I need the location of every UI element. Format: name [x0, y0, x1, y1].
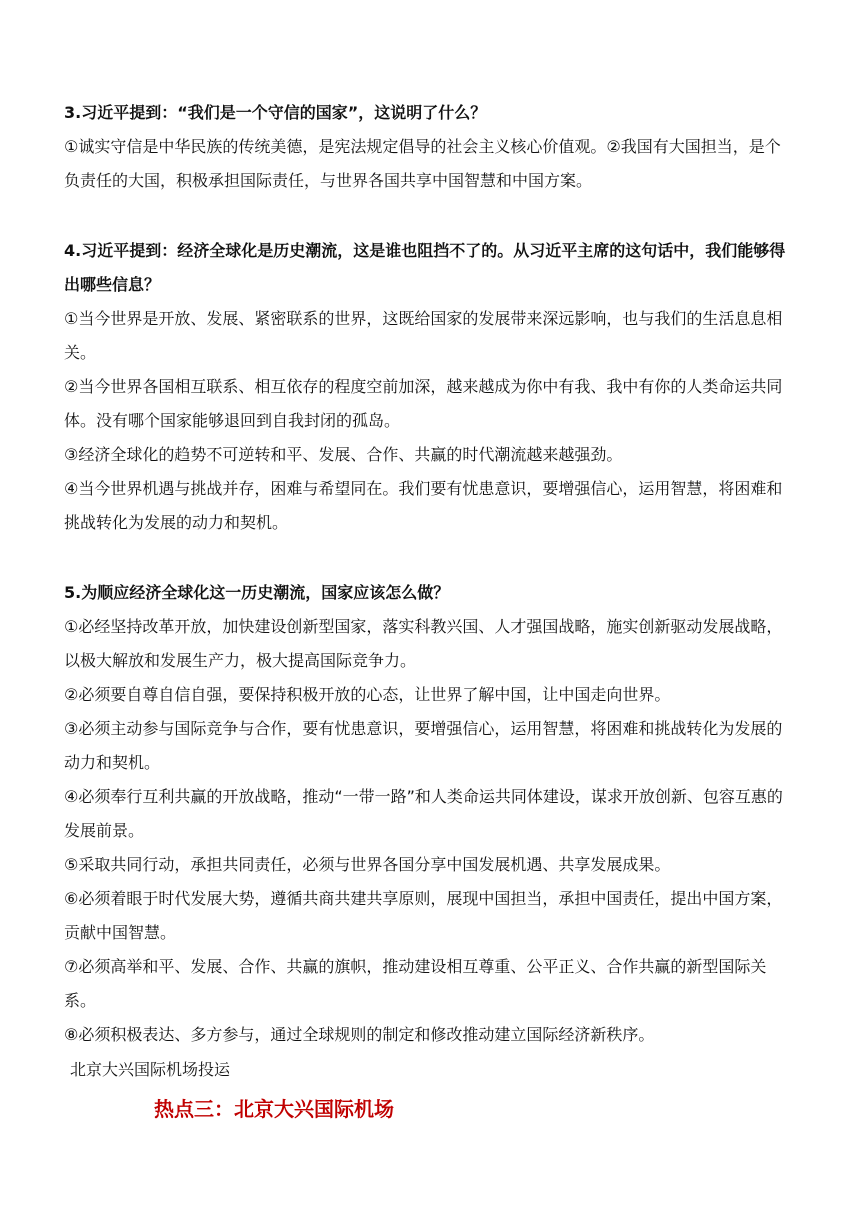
answer-item: ①当今世界是开放、发展、紧密联系的世界，这既给国家的发展带来深远影响，也与我们的生活息息相关。: [64, 309, 783, 362]
question-heading: 3.习近平提到：“我们是一个守信的国家”，这说明了什么？: [64, 103, 487, 122]
document-body: [64, 96, 796, 1084]
question-heading: 4.习近平提到：经济全球化是历史潮流，这是谁也阻挡不了的。从习近平主席的这句话中，我们能够得出哪些信息？: [64, 241, 786, 294]
answer-item: ③必须主动参与国际竞争与合作，要有忧患意识，要增强信心，运用智慧，将困难和挑战转化为发展的动力和契机。: [64, 719, 783, 772]
answer-item: ④必须奉行互利共赢的开放战略，推动“一带一路”和人类命运共同体建设，谋求开放创新、包容互惠的发展前景。: [64, 787, 783, 840]
answer-item: ②必须要自尊自信自强，要保持积极开放的心态，让世界了解中国，让中国走向世界。: [64, 685, 671, 704]
answer-item: ①必经坚持改革开放，加快建设创新型国家，落实科教兴国、人才强国战略，施实创新驱动发展战略，以极大解放和发展生产力，极大提高国际竞争力。: [64, 617, 783, 670]
answer-item: ③经济全球化的趋势不可逆转和平、发展、合作、共赢的时代潮流越来越强劲。: [64, 445, 623, 464]
question-section-3: [64, 96, 796, 198]
question-section-5: [64, 576, 796, 1052]
answer-paragraph: ①诚实守信是中华民族的传统美德，是宪法规定倡导的社会主义核心价值观。②我国有大国担当，是个负责任的大国，积极承担国际责任，与世界各国共享中国智慧和中国方案。: [64, 137, 781, 190]
answer-item: ④当今世界机遇与挑战并存，困难与希望同在。我们要有忧患意识，要增强信心，运用智慧，将困难和挑战转化为发展的动力和契机。: [64, 479, 783, 532]
question-section-4: [64, 234, 796, 540]
question-heading: 5.为顺应经济全球化这一历史潮流，国家应该怎么做？: [64, 583, 450, 602]
answer-item: ⑧必须积极表达、多方参与，通过全球规则的制定和修改推动建立国际经济新秩序。: [64, 1025, 655, 1044]
answer-item: ②当今世界各国相互联系、相互依存的程度空前加深，越来越成为你中有我、我中有你的人类命运共同体。没有哪个国家能够退回到自我封闭的孤岛。: [64, 377, 783, 430]
answer-item: ⑦必须高举和平、发展、合作、共赢的旗帜，推动建设相互尊重、公平正义、合作共赢的新型国际关系。: [64, 957, 767, 1010]
answer-item: ⑤采取共同行动，承担共同责任，必须与世界各国分享中国发展机遇、共享发展成果。: [64, 855, 671, 874]
answer-item: ⑥必须着眼于时代发展大势，遵循共商共建共享原则，展现中国担当，承担中国责任，提出中国方案，贡献中国智慧。: [64, 889, 783, 942]
hot-topic-title: 热点三：北京大兴国际机场: [154, 1097, 394, 1121]
image-caption: 北京大兴国际机场投运: [70, 1060, 231, 1079]
